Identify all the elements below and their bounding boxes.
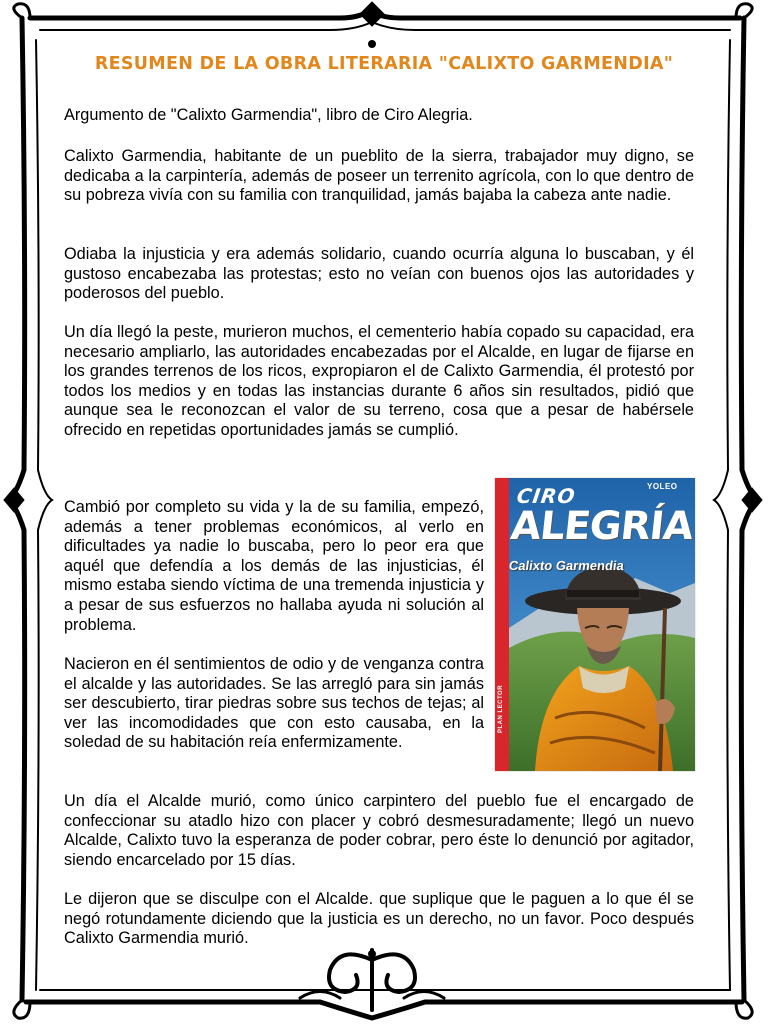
paragraph-3: Un día llegó la peste, murieron muchos, el cementerio había copado su capacidad, era necesario ampliarlo, las autoridades encabezadas por el Alcalde, en lugar de fijarse en los grandes terrenos de los ricos, expropiaron el de Calixto Garmendia, él protestó por todos los medios y en todas las instancias durante 6 años sin resultados, pidió que aunque sea le reconozcan el valor de su terreno, cosa que a pesar de habérsele ofrecido en repetidas oportunidades jamás se cumplió. xyxy=(64,323,694,439)
paragraph-intro: Argumento de "Calixto Garmendia", libro de Ciro Alegria. xyxy=(64,106,473,124)
page-title: RESUMEN DE LA OBRA LITERARIA "CALIXTO GARMENDIA" xyxy=(94,54,674,74)
cover-series-label: PLAN LECTOR xyxy=(498,684,505,734)
cover-book-title: Calixto Garmendia xyxy=(507,558,625,573)
paragraph-4: Cambió por completo su vida y la de su familia, empezó, además a tener problemas económicos, al verlo en dificultades ya nadie lo buscaba, pero lo peor era que aquél que defendía a los demás de las injusticias, él mismo estaba siendo víctima de una tremenda injusticia y a pesar de sus esfuerzos no hallaba ayuda ni solución al problema. xyxy=(64,498,484,634)
book-cover-image xyxy=(495,478,695,771)
cover-author-first-name: CIRO xyxy=(515,484,578,508)
paragraph-6: Un día el Alcalde murió, como único carpintero del pueblo fue el encargado de confeccionar su atadlo hizo con placer y cobró desmesuradamente; llegó un nuevo Alcalde, Calixto tuvo la esperanza de poder cobrar, pero éste lo denunció por agitador, siendo encarcelado por 15 días. xyxy=(64,792,694,869)
cover-publisher-logo: YOLEO xyxy=(647,482,678,491)
paragraph-5: Nacieron en él sentimientos de odio y de venganza contra el alcalde y las autoridades. Se las arregló para sin jamás ser descubierto, tirar piedras sobre sus techos de tejas; al ver las incomodidades que con esto causaba, en la soledad de su habitación reía enfermizamente. xyxy=(64,655,484,752)
paragraph-7: Le dijeron que se disculpe con el Alcalde. que suplique que le paguen a lo que él se negó rotundamente diciendo que la justicia es un derecho, no un favor. Poco después Calixto Garmendia murió. xyxy=(64,890,694,948)
cover-author-last-name: ALEGRÍA xyxy=(508,504,695,549)
paragraph-2: Odiaba la injusticia y era además solidario, cuando ocurría alguna lo buscaban, y él gustoso encabezaba las protestas; esto no veían con buenos ojos las autoridades y poderosos del pueblo. xyxy=(64,245,694,303)
paragraph-1: Calixto Garmendia, habitante de un pueblito de la sierra, trabajador muy digno, se dedicaba a la carpintería, además de poseer un terrenito agrícola, con lo que dentro de su pobreza vivía con su familia con tranquilidad, jamás bajaba la cabeza ante nadie. xyxy=(64,147,694,205)
